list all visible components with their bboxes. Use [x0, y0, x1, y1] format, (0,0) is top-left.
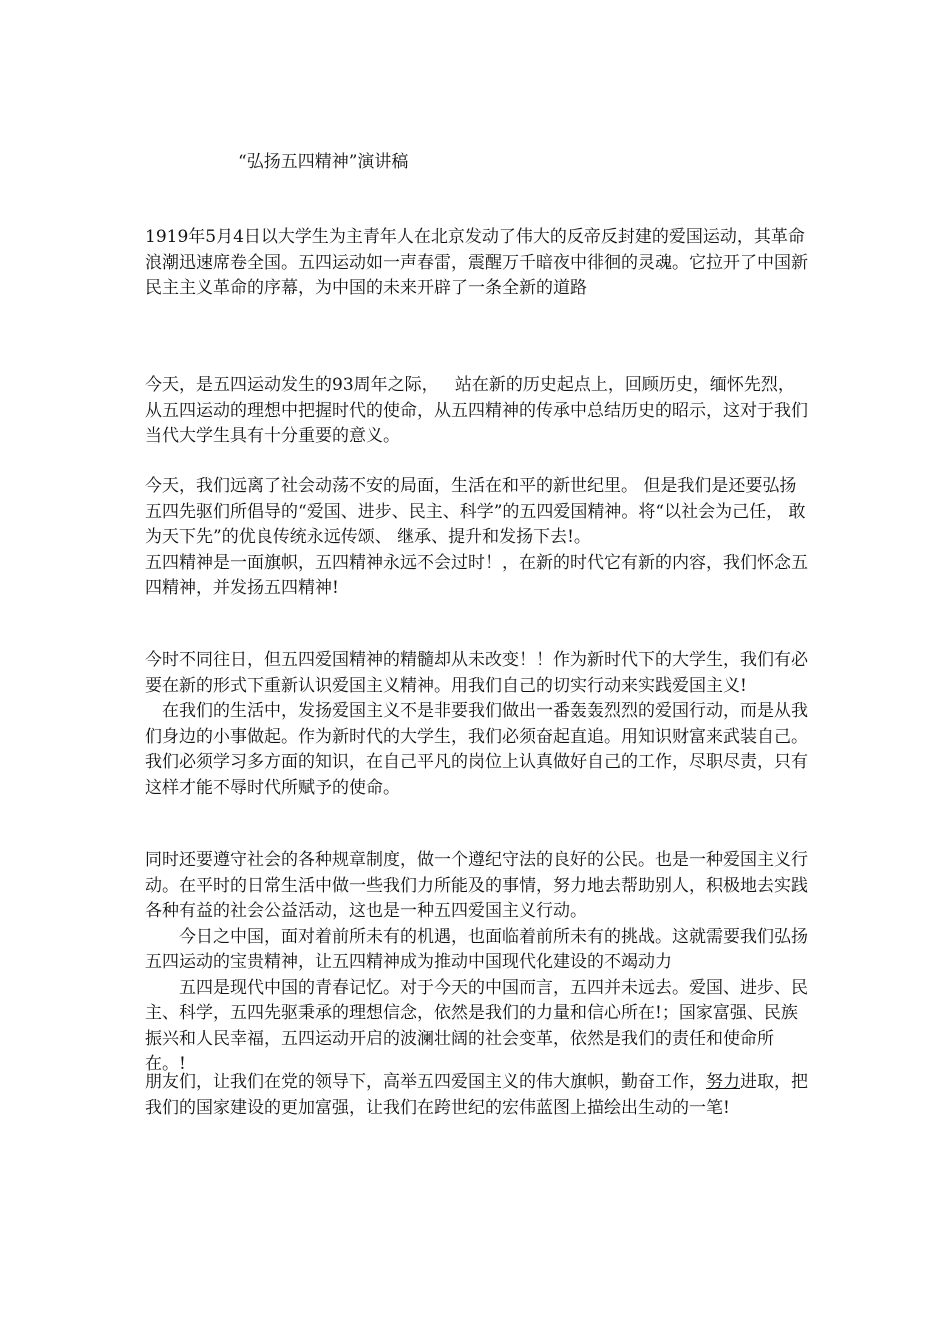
paragraph-6-text-end: 进取，把我们的国家建设的更加富强，让我们在跨世纪的宏伟蓝图上描绘出生动的一笔! — [145, 1072, 808, 1118]
paragraph-3 — [145, 474, 810, 602]
paragraph-5c-text: 五四是现代中国的青春记忆。对于今天的中国而言，五四并未远去。爱国、进步、民主、科学，五四先驱秉承的理想信念，依然是我们的力量和信心所在!；国家富强、民族振兴和人民幸福，五四运动开启的波澜壮阔的社会变革，依然是我们的责任和使命所在。! — [145, 977, 808, 1074]
paragraph-1-text: 1919年5月4日以大学生为主青年人在北京发动了伟大的反帝反封建的爱国运动，其革命浪潮迅速席卷全国。五四运动如一声春雷，震醒万千暗夜中徘徊的灵魂。它拉开了中国新民主主义革命的序幕，为中国的未来开辟了一条全新的道路 — [145, 227, 808, 298]
paragraph-2 — [145, 373, 810, 450]
paragraph-5a-text: 同时还要遵守社会的各种规章制度，做一个遵纪守法的良好的公民。也是一种爱国主义行动。在平时的日常生活中做一些我们力所能及的事情，努力地去帮助别人，积极地去实践各种有益的社会公益活动，这也是一种五四爱国主义行动。 — [145, 850, 808, 921]
paragraph-4 — [145, 648, 810, 801]
paragraph-2-text: 今天，是五四运动发生的93周年之际， 站在新的历史起点上，回顾历史，缅怀先烈，从五四运动的理想中把握时代的使命，从五四精神的传承中总结历史的昭示，这对于我们当代大学生具有十分重要的意义。 — [145, 375, 808, 446]
paragraph-5 — [145, 848, 810, 1078]
paragraph-6 — [145, 1070, 810, 1121]
paragraph-3b-text: 五四精神是一面旗帜，五四精神永远不会过时！，在新的时代它有新的内容，我们怀念五四精神，并发扬五四精神! — [145, 552, 808, 598]
document-title: “弘扬五四精神”演讲稿 — [238, 152, 409, 172]
underlined-word: 努力 — [706, 1072, 740, 1092]
paragraph-4b-text: 在我们的生活中，发扬爱国主义不是非要我们做出一番轰轰烈烈的爱国行动，而是从我们身边的小事做起。作为新时代的大学生，我们必须奋起直追。用知识财富来武装自己。我们必须学习多方面的知识，在自己平凡的岗位上认真做好自己的工作，尽职尽责，只有这样才能不辱时代所赋予的使命。 — [145, 701, 808, 798]
paragraph-4a-text: 今时不同往日，但五四爱国精神的精髓却从未改变！！作为新时代下的大学生，我们有必要在新的形式下重新认识爱国主义精神。用我们自己的切实行动来实践爱国主义! — [145, 650, 808, 696]
paragraph-1 — [145, 225, 810, 302]
paragraph-6-text-start: 朋友们，让我们在党的领导下，高举五四爱国主义的伟大旗帜，勤奋工作， — [145, 1072, 706, 1092]
paragraph-3a-text: 今天，我们远离了社会动荡不安的局面，生活在和平的新世纪里。 但是我们是还要弘扬五四先驱们所倡导的“爱国、进步、民主、科学”的五四爱国精神。将“以社会为己任， 敢为天下先”的优良传统永远传颂、 继承、提升和发扬下去!。 — [145, 476, 806, 547]
paragraph-5b-text: 今日之中国，面对着前所未有的机遇，也面临着前所未有的挑战。这就需要我们弘扬五四运动的宝贵精神，让五四精神成为推动中国现代化建设的不竭动力 — [145, 926, 808, 972]
paragraph-6-text — [145, 1070, 810, 1121]
